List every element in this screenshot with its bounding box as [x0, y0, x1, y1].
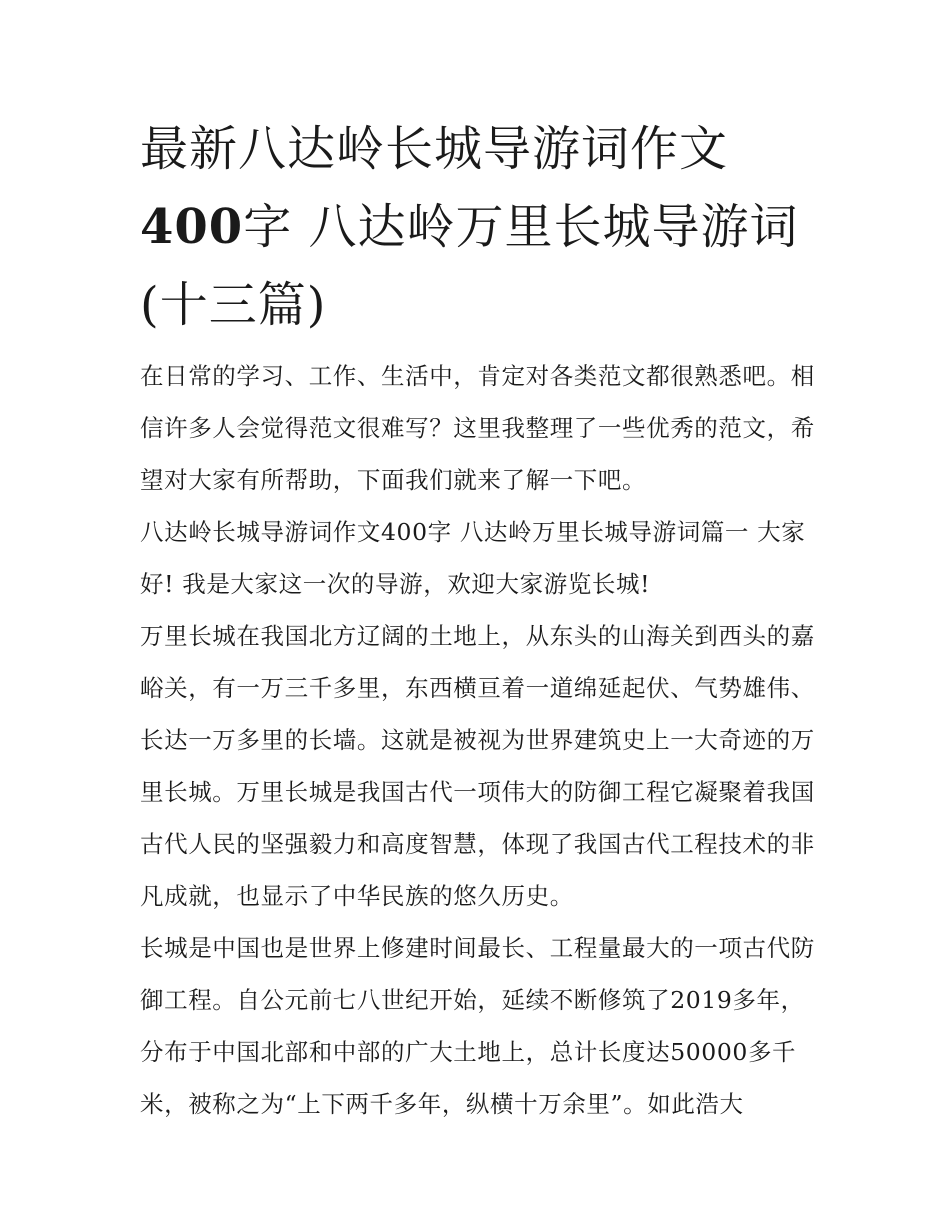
- paragraph-greeting: 八达岭长城导游词作文400字 八达岭万里长城导游词篇一 大家好! 我是大家这一次的导游，欢迎大家游览长城!: [140, 518, 806, 598]
- document-page: [140, 110, 815, 1130]
- document-title: 最新八达岭长城导游词作文400字 八达岭万里长城导游词(十三篇): [140, 121, 799, 333]
- paragraph-great-wall-history: 长城是中国也是世界上修建时间最长、工程量最大的一项古代防御工程。自公元前七八世纪开始，延续不断修筑了2019多年，分布于中国北部和中部的广大土地上，总计长度达50000多千米，被称之为“上下两千多年，纵横十万余里”。如此浩大: [140, 934, 815, 1118]
- paragraph-great-wall-overview: 万里长城在我国北方辽阔的土地上，从东头的山海关到西头的嘉峪关，有一万三千多里，东西横亘着一道绵延起伏、气势雄伟、长达一万多里的长墙。这就是被视为世界建筑史上一大奇迹的万里长城。万里长城是我国古代一项伟大的防御工程它凝聚着我国古代人民的坚强毅力和高度智慧，体现了我国古代工程技术的非凡成就，也显示了中华民族的悠久历史。: [140, 622, 815, 910]
- paragraph-intro: 在日常的学习、工作、生活中，肯定对各类范文都很熟悉吧。相信许多人会觉得范文很难写？这里我整理了一些优秀的范文，希望对大家有所帮助，下面我们就来了解一下吧。: [140, 362, 815, 494]
